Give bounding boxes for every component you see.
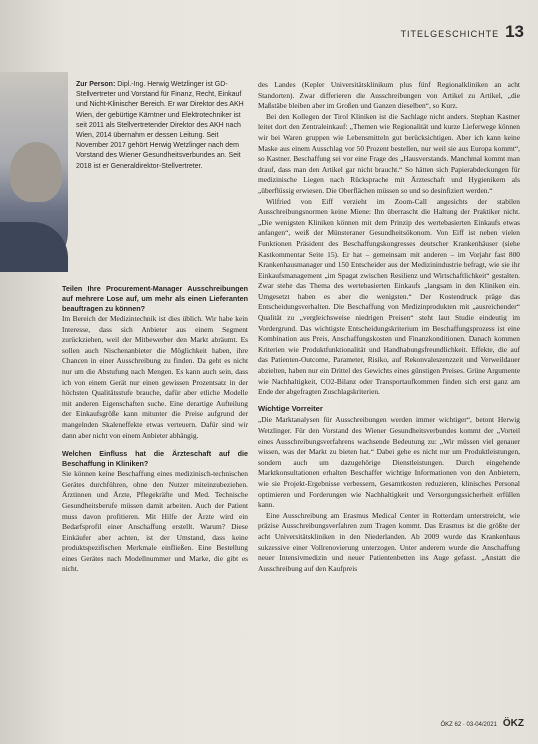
portrait-photo (0, 72, 68, 272)
portrait-head (10, 142, 62, 202)
paragraph-1: des Landes (Kepler Universitätsklinikum plus fünf Regionalkliniken an acht Standorten). Zwar differieren die Ausschreibungen von Artikel zu Artikel, „die Maßstäbe bleiben aber im Großen und Ganzen dieselben“, so Kurz. (258, 80, 520, 111)
magazine-logo: ÖKZ (502, 718, 524, 729)
paragraph-4: „Die Marktanalysen für Ausschreibungen werden immer wichtiger“, betont Herwig Wetzlinger. Für den Vorstand des Wiener Gesundheitsverbundes kommt der „Vorteil eines Ausschreibungsverfahrens wachsende Bedeutung zu: „Wir müssen viel genauer wissen, was der Markt zu bieten hat.“ Dabei gehe es nicht nur um Produktleistungen, sondern auch um dazugehörige Dienstleistungen. Durch eingehende Marktkonsultationen erhalten Beschaffer wichtige Informationen von den Anbietern, wie sie Projekt-Ergebnisse verbessern, Gesamtkosten reduzieren, klinisches Personal optimieren und Forderungen wie Nachhaltigkeit und Versorgungssicherheit erfüllen kann. (258, 415, 520, 510)
question-2: Welchen Einfluss hat die Ärzteschaft auf die Beschaffung in Kliniken? (62, 449, 248, 469)
person-text: Dipl.-Ing. Herwig Wetzlinger ist GD-Stellvertreter und Vorstand für Finanz, Recht, Einkauf und Nicht-Klinischer Bereich. Er war Direktor des AKH Wien, der gebürtige Kärntner und Elektrotechniker ist seit 2011 als Stellvertretender Direktor des AKH nach Wien, 2014 übernahm er dessen Leitung. Seit November 2017 gehört Herwig Wetzlinger nach dem Vorstand des Wiener Gesundheitsverbundes an. Seit 2018 ist er Generaldirektor-Stellvertreter. (76, 81, 244, 170)
paragraph-5: Eine Ausschreibung am Erasmus Medical Center in Rotterdam unterstreicht, wie präzise Ausschreibungsverfahren zum Tragen kommt. Das Erasmus ist die größte der acht Universitätskliniken in den Niederlanden. Ab 2009 wurde das Krankenhaus sukzessive einer Vollrenovierung unterzogen. Unter anderem wurde die Anschaffung neuer Intensivmedizin und neuer Patientenbetten ins Auge gefasst. „Anstatt die Ausschreibung auf den Kaufpreis (258, 510, 520, 573)
subheading: Wichtige Vorreiter (258, 403, 323, 413)
question-1: Teilen Ihre Procurement-Manager Ausschreibungen auf mehrere Lose auf, um mehr als einen Lieferanten beauftragen zu können? (62, 284, 248, 313)
answer-1: Im Bereich der Medizintechnik ist dies üblich. Wir habe kein Interesse, dass sich Anbieter aus einem Segment zurückziehen, weil der Mitbewerber den Markt abräumt. Es sollen auch Nischenanbieter die Möglichkeit haben, ihre Chancen in einer Ausschreibung zu finden. Da geht es nicht nur um die Abstufung nach Mengen. Es kann auch sein, dass ich von einem Gerät nur einen gewissen Prozentsatz in der höchsten Qualitätsstufe brauche, dafür aber etliche Modelle mit anderen Eigenschaften suche. Eine derartige Aufteilung der Einkaufsgröße kann mitunter die Preise aufgrund der mangelnden Skaleneffekte etwas verteuern. Dafür sind wir dann aber nicht von einem Anbieter abhängig. (62, 314, 248, 440)
left-column (62, 284, 248, 575)
section-rubric: TITELGESCHICHTE (400, 29, 500, 39)
page-number: 13 (505, 22, 524, 41)
portrait-body (0, 222, 68, 272)
paragraph-2: Bei den Kollegen der Tirol Kliniken ist die Sachlage nicht anders. Stephan Kastner leitet dort den Zentraleinkauf: „Themen wie Regionalität und kurze Lieferwege können wir bei Waren gruppen wie Lebensmitteln gut berücksichtigen. Aber ich kann keine Maske aus einem Ausschlag vor 50 Prozent bestellen, nur weil sie aus Europa kommt“, so Kastner. Beschaffung sei vor eine Frage des „Hausverstands. Manchmal kommt man drauf, dass man den Artikel gar nicht braucht.“ So hätten sich Papierabdeckungen für medizinische Liegen nach Rücksprache mit Ärzteschaft und Hygienikern als „überflüssig erwiesen. Die Oberflächen müssen so und so desinfiziert werden.“ (258, 111, 520, 195)
right-column (258, 80, 520, 574)
person-label: Zur Person: (76, 81, 116, 88)
person-box (76, 80, 246, 172)
paragraph-3: Wilfried von Eiff verzieht im Zoom-Call angesichts der stabilen Ausschreibungsnormen keine Miene: Ihn überrascht die Haltung der Praktiker nicht. „Die wenigsten Kliniken können mit dem Prinzip des wertebasierten Einkaufs etwas anfangen“, weiß der Münsteraner Gesundheitsökonom. Von Eiff ist neben vielen Funktionen Präsident des Beschaffungskongresses deutscher Krankenhäuser (siehe Kastkommentar Seite 15). Er hat – gemeinsam mit anderen – im Vorjahr fast 800 Krankenhausmanager und 150 Entscheider aus der Medizinindustrie befragt, wie sie ihr Einkaufsmanagement „im Spagat zwischen Resilienz und Wirtschaftlichkeit“ gestalten. Zwar stehe das Thema des wertebasierten Einkaufs „langsam in den Kliniken ein. Umgesetzt haben es aber die wenigsten.“ Der Kostendruck präge das Entscheidungsverhalten. Die Beschaffung von Medizinprodukten mit „ausreichender“ Qualität zu „vergleichsweise niedrigen Preisen“ steht laut Studie eindeutig im Vordergrund. Das wichtigste Entscheidungskriterium im Beschaffungsprozess ist eine Kombination aus Preis, Anschaffungskosten und Finanzkonditionen. Danach kommen Kriterien wie Produktfunktionalität und Handhabungsfreundlichkeit. Effekte, die auf das Patienten-Outcome, Parameter, Risiko, auf Rekonvaleszenzzeit und Verweildauer abzielten, haben nur ein Drittel des Gewichts eines günstigen Preises. Grüne Argumente wie Nachhaltigkeit, CO2-Bilanz oder Transportaufkommen finden sich erst ganz am Ende der abgefragten Zuschlagskriterien. (258, 196, 520, 397)
page-header (401, 22, 524, 42)
issue-info: ÖKZ 62 · 03-04/2021 (440, 722, 497, 728)
answer-2: Sie können keine Beschaffung eines medizinisch-technischen Gerätes durchführen, ohne den Nutzer miteinzubeziehen. Ärztinnen und Ärzte, Pflegekräfte und Med. Technische Gesundheitsberufe müssen damit arbeiten. Auch der Patient muss davon profitieren. Mit Hilfe der Ärzte wird ein Bedarfsprofil einer Anschaffung erstellt. Warum? Diese Einkäufer aber achten, ist der Umstand, dass keine produktspezifischen Merkmale einfließen. Eine Bestellung eines Gerätes nach Modellnummer und Marke, die gibt es nicht. (62, 469, 248, 574)
page-footer (441, 718, 524, 729)
